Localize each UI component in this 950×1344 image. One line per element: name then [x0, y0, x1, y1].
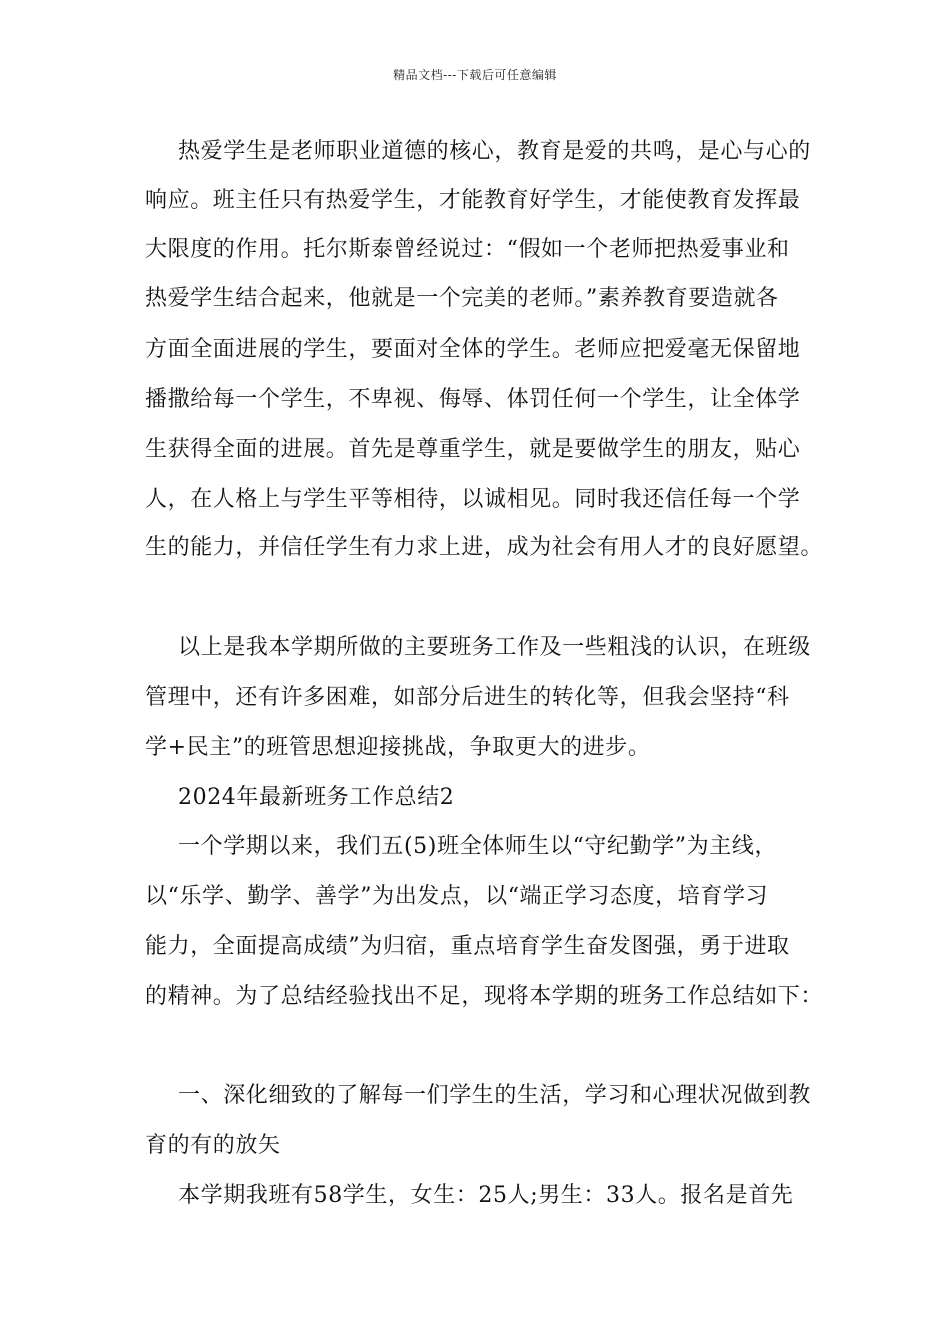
paragraph-line: 热爱学生是老师职业道德的核心，教育是爱的共鸣，是心与心的 — [178, 139, 811, 164]
paragraph-line: 能力，全面提高成绩”为归宿，重点培育学生奋发图强，勇于进取 — [145, 934, 790, 959]
paragraph-line: 生获得全面的进展。首先是尊重学生，就是要做学生的朋友，贴心 — [145, 437, 801, 462]
paragraph-line: 本学期我班有58学生，女生：25人;男生：33人。报名是首先 — [178, 1183, 794, 1208]
paragraph-line: 管理中，还有许多困难，如部分后进生的转化等，但我会坚持“科 — [145, 685, 790, 710]
page-header: 精品文档---下载后可任意编辑 — [393, 68, 557, 82]
section-heading: 一、深化细致的了解每一们学生的生活，学习和心理状况做到教 — [178, 1083, 811, 1108]
paragraph-line: 播撒给每一个学生，不卑视、侮辱、体罚任何一个学生，让全体学 — [145, 387, 801, 412]
paragraph-line: 学+民主”的班管思想迎接挑战，争取更大的进步。 — [145, 735, 651, 760]
section-heading: 育的有的放矢 — [145, 1133, 281, 1158]
section-title: 2024年最新班务工作总结2 — [178, 785, 455, 810]
paragraph-line: 大限度的作用。托尔斯泰曾经说过：“假如一个老师把热爱事业和 — [145, 237, 790, 262]
paragraph-line: 热爱学生结合起来，他就是一个完美的老师。”素养教育要造就各 — [145, 286, 779, 311]
paragraph-line: 以“乐学、勤学、善学”为出发点，以“端正学习态度，培育学习 — [145, 884, 769, 909]
paragraph-line: 的精神。为了总结经验找出不足，现将本学期的班务工作总结如下： — [145, 984, 824, 1009]
paragraph-line: 一个学期以来，我们五(5)班全体师生以“守纪勤学”为主线， — [178, 834, 778, 859]
paragraph-line: 方面全面进展的学生，要面对全体的学生。老师应把爱毫无保留地 — [145, 337, 801, 362]
paragraph-line: 人，在人格上与学生平等相待，以诚相见。同时我还信任每一个学 — [145, 487, 801, 512]
paragraph-line: 响应。班主任只有热爱学生，才能教育好学生，才能使教育发挥最 — [145, 188, 801, 213]
paragraph-line: 以上是我本学期所做的主要班务工作及一些粗浅的认识，在班级 — [178, 635, 811, 660]
paragraph-line: 生的能力，并信任学生有力求上进，成为社会有用人才的良好愿望。 — [145, 535, 824, 560]
